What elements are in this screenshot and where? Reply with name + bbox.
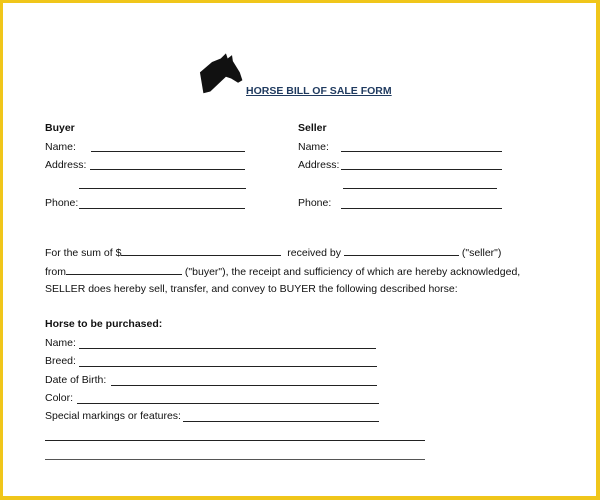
horse-head-icon [193,53,245,97]
form-title: HORSE BILL OF SALE FORM [246,85,392,97]
buyer-address-field-2[interactable] [79,188,246,189]
horse-markings-field-3[interactable] [45,459,425,460]
buyer-name-inline-field[interactable] [66,264,182,275]
seller-address-field-2[interactable] [343,188,497,189]
buyer-phone-label: Phone: [45,197,79,209]
seller-name-inline-field[interactable] [344,245,459,256]
seller-phone-field[interactable] [341,208,502,209]
form-page [3,3,596,496]
sum-field[interactable] [121,245,281,256]
buyer-name-label: Name: [45,141,76,153]
buyer-address-field[interactable] [90,169,245,170]
horse-markings-label: Special markings or features: [45,410,181,422]
horse-dob-field[interactable] [111,385,377,386]
horse-color-field[interactable] [77,403,379,404]
horse-name-label: Name: [45,337,76,349]
sum-prefix: For the sum of $ [45,247,122,259]
agreement-line-1 [45,245,501,259]
buyer-suffix-text: ("buyer"), the receipt and sufficiency of which are hereby acknowledged, [184,266,521,278]
horse-heading: Horse to be purchased: [45,318,163,330]
seller-name-label: Name: [298,141,329,153]
horse-markings-field-2[interactable] [45,440,425,441]
horse-breed-label: Breed: [45,355,76,367]
seller-suffix: ("seller") [461,247,502,259]
horse-dob-label: Date of Birth: [45,374,107,386]
agreement-line-2 [45,264,520,278]
buyer-phone-field[interactable] [79,208,245,209]
horse-color-label: Color: [45,392,74,404]
buyer-heading: Buyer [45,122,75,134]
buyer-name-field[interactable] [91,151,245,152]
seller-address-label: Address: [298,159,340,171]
seller-heading: Seller [298,122,327,134]
horse-breed-field[interactable] [79,366,377,367]
seller-address-field[interactable] [341,169,502,170]
buyer-address-label: Address: [45,159,87,171]
seller-name-field[interactable] [341,151,502,152]
seller-phone-label: Phone: [298,197,332,209]
agreement-line-3: SELLER does hereby sell, transfer, and convey to BUYER the following described horse: [45,283,458,295]
horse-markings-field[interactable] [183,421,379,422]
from-label: from [45,266,66,278]
received-by-label: received by [287,247,341,259]
horse-name-field[interactable] [79,348,376,349]
